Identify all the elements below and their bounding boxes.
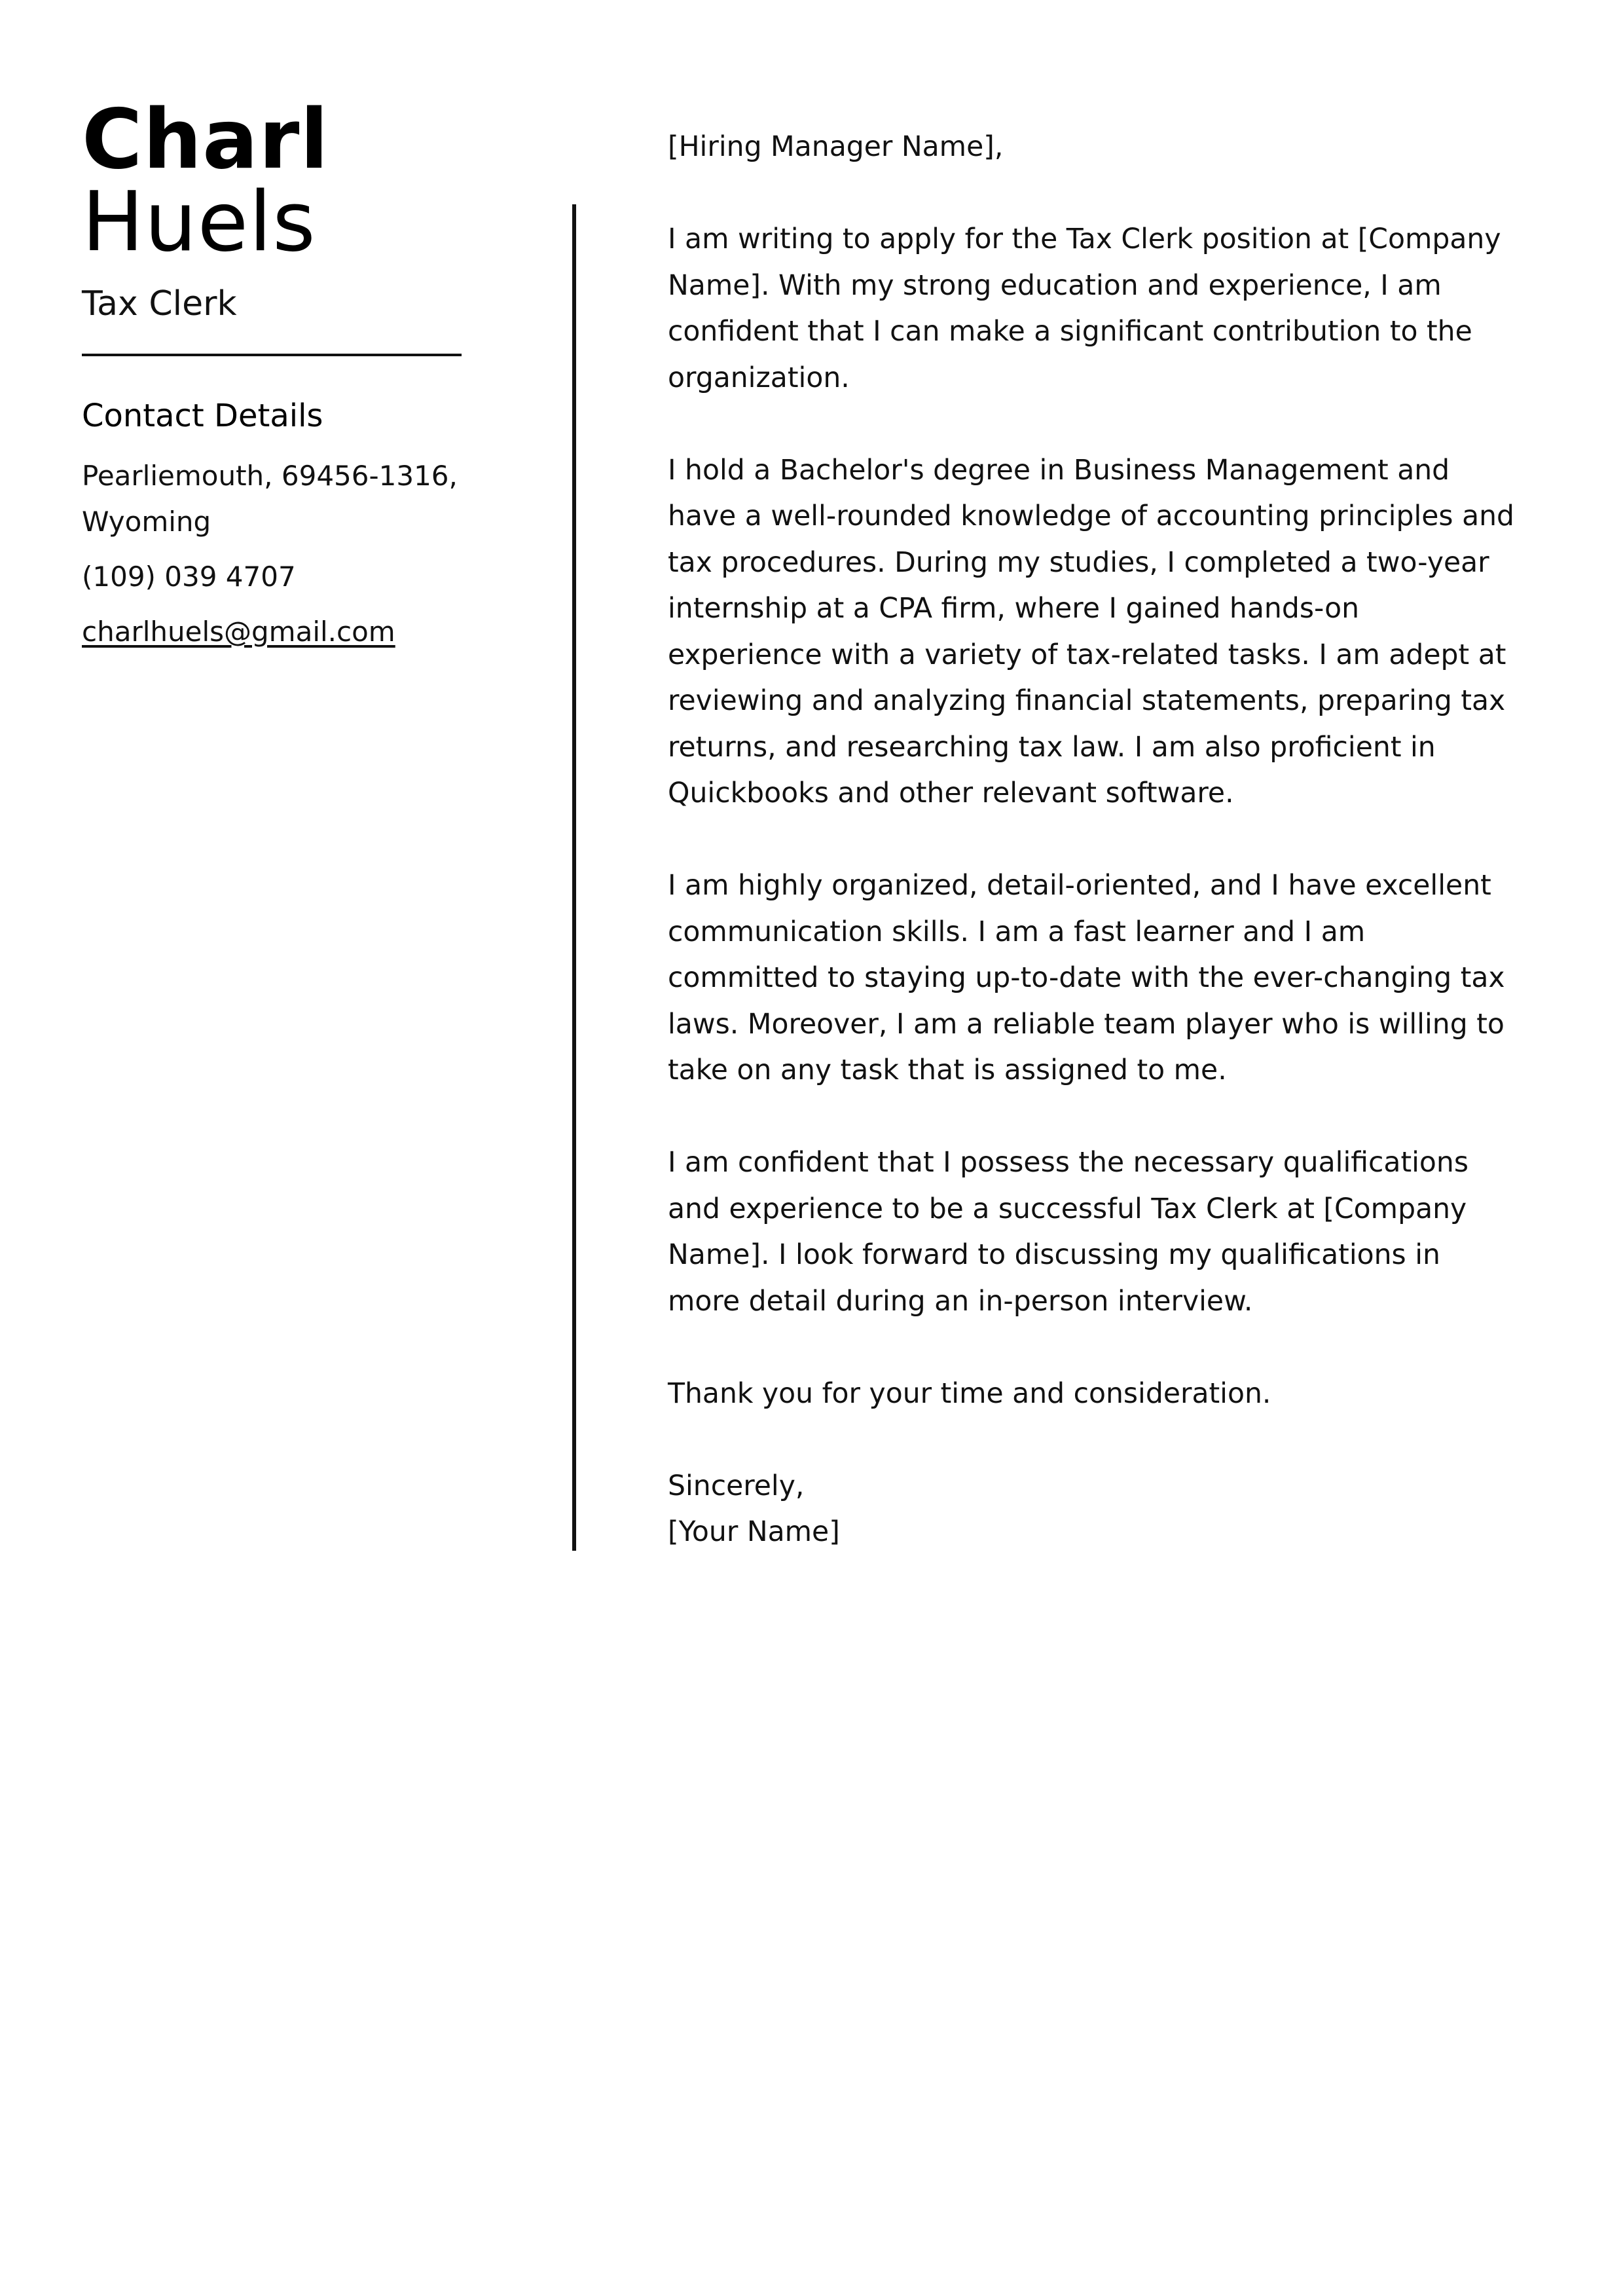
letter-closing: Sincerely, xyxy=(668,1470,805,1502)
contact-address: Pearliemouth, 69456-1316, Wyoming xyxy=(82,460,458,538)
letter-signature: [Your Name] xyxy=(668,1516,840,1548)
job-title: Tax Clerk xyxy=(82,284,237,324)
sidebar xyxy=(82,91,462,655)
vertical-divider xyxy=(572,204,576,1551)
letter-salutation: [Hiring Manager Name], xyxy=(668,131,1004,163)
contact-heading: Contact Details xyxy=(82,398,323,434)
letter-paragraph: I hold a Bachelor's degree in Business Management and have a well-rounded knowledge of accounting principles and tax procedures. During my studies, I completed a two-year internship at a CPA firm, where I gained hands-on experience with a variety of tax-related tasks. I am adept at reviewing and analyzing financial statements, preparing tax returns, and researching tax law. I am also proficient in Quickbooks and other relevant software. xyxy=(668,454,1515,809)
letter-paragraph: I am confident that I possess the necessary qualifications and experience to be a successful Tax Clerk at [Company Name]. I look forward to discussing my qualifications in more detail during an in-person interview. xyxy=(668,1147,1468,1318)
last-name: Huels xyxy=(82,174,316,270)
first-name: Charl xyxy=(82,91,329,187)
sidebar-divider xyxy=(82,354,462,356)
letter-body xyxy=(668,124,1519,1556)
contact-email-link[interactable]: charlhuels@gmail.com xyxy=(82,616,395,648)
letter-paragraph: Thank you for your time and consideration. xyxy=(668,1377,1271,1410)
contact-phone: (109) 039 4707 xyxy=(82,561,296,593)
letter-paragraph: I am highly organized, detail-oriented, and I have excellent communication skills. I am a fast learner and I am committed to staying up-to-date with the ever-changing tax laws. Moreover, I am a reliable team player who is willing to take on any task that is assigned to me. xyxy=(668,870,1505,1086)
letter-paragraph: I am writing to apply for the Tax Clerk position at [Company Name]. With my strong education and experience, I am confident that I can make a significant contribution to the organization. xyxy=(668,223,1501,394)
